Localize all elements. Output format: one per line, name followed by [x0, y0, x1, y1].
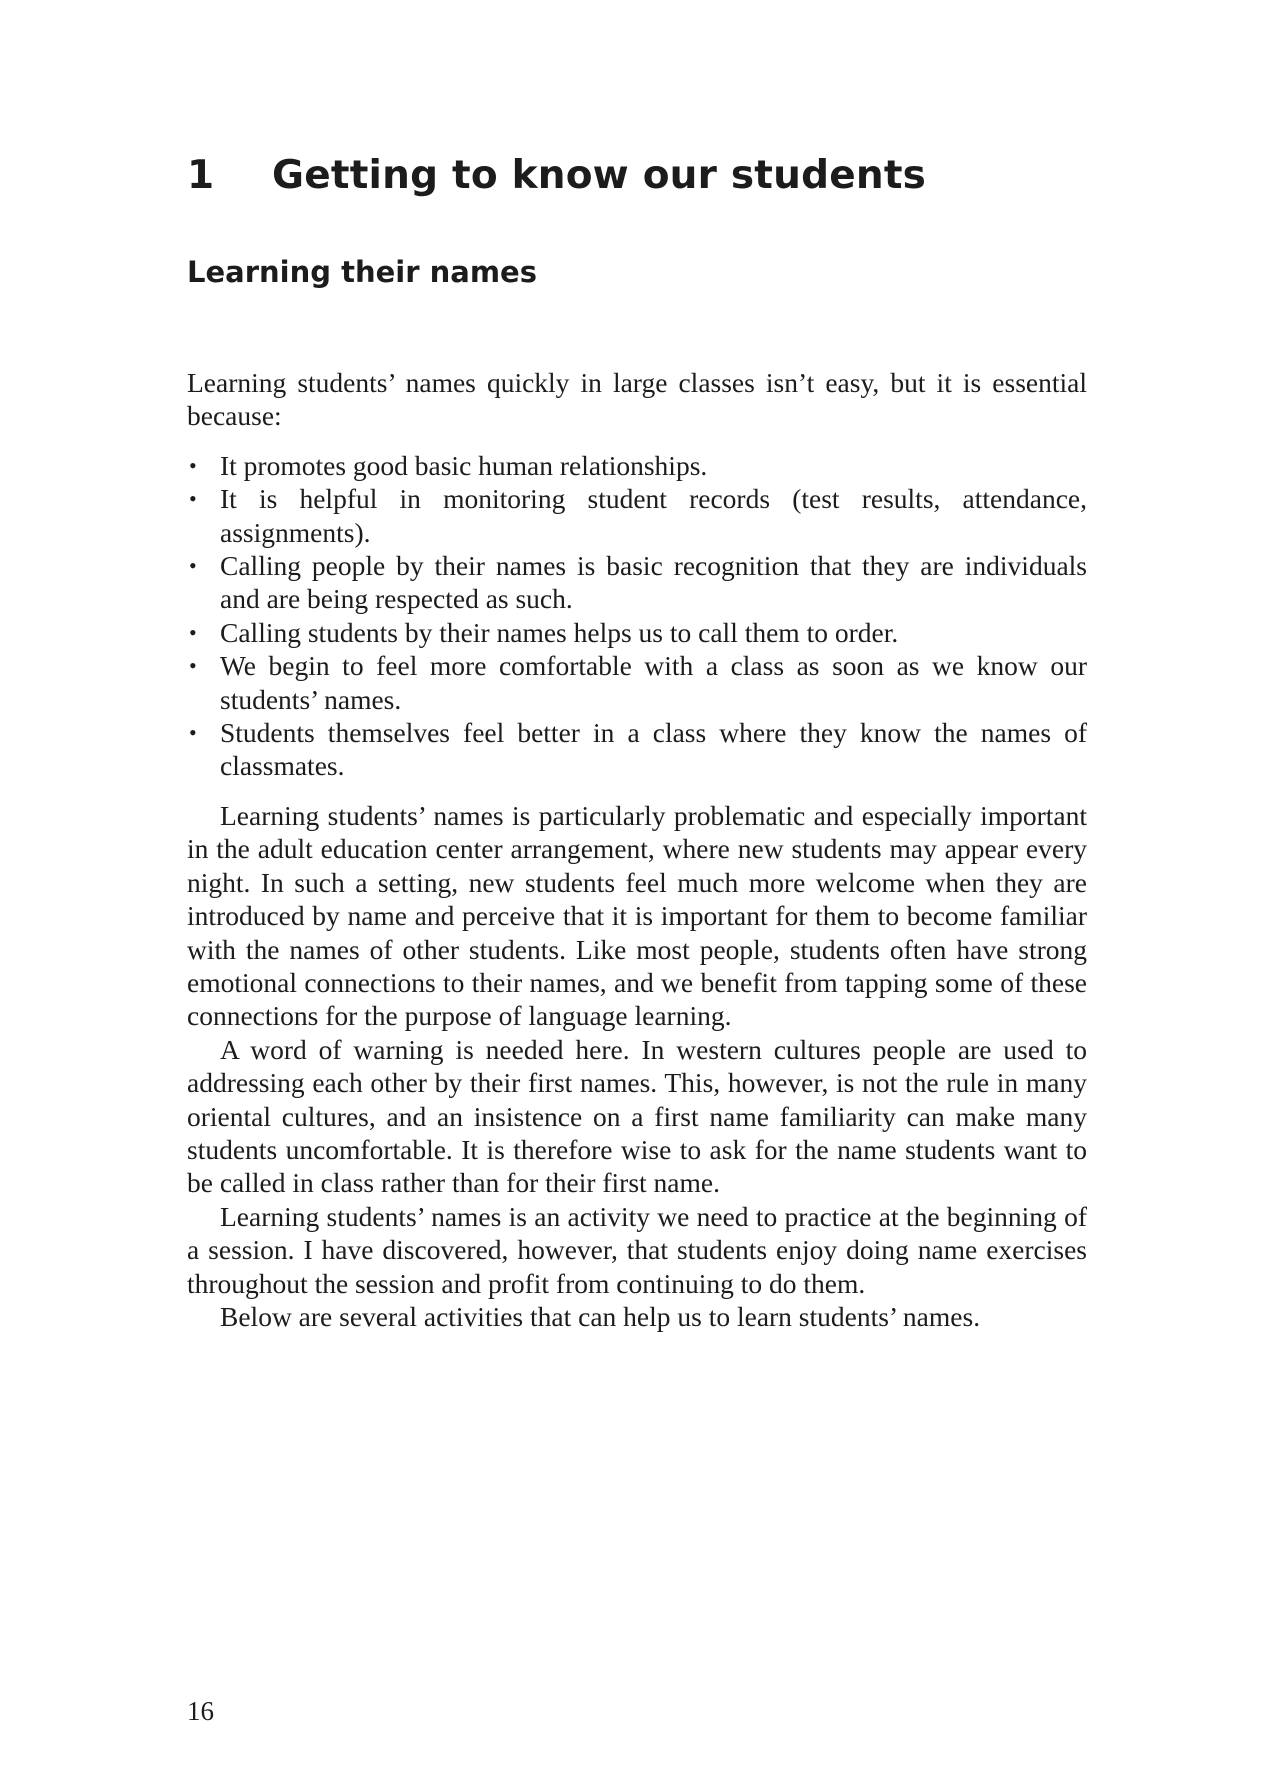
bullet-text: It is helpful in monitoring student records (test results, attendance, assignments).: [220, 483, 1087, 548]
chapter-title: Getting to know our students: [272, 153, 927, 198]
section-heading: Learning their names: [187, 255, 537, 289]
bullet-item: [187, 616, 1087, 649]
bullet-text: Students themselves feel better in a class where they know the names of classmates.: [220, 717, 1087, 782]
bullet-icon: •: [189, 486, 197, 512]
body-paragraph: Learning students’ names is an activity we need to practice at the beginning of a session. I have discovered, however, that students enjoy doing name exercises throughout the session and profit from continuing to do them.: [187, 1200, 1087, 1299]
bullet-text: We begin to feel more comfortable with a class as soon as we know our students’ names.: [220, 650, 1087, 715]
body-paragraph: A word of warning is needed here. In western cultures people are used to addressing each other by their first names. This, however, is not the rule in many oriental cultures, and an insistence on a first name familiarity can make many students uncomfortable. It is therefore wise to ask for the name students want to be called in class rather than for their first name.: [187, 1033, 1087, 1199]
page-number: 16: [187, 1696, 214, 1726]
chapter-number: 1: [187, 153, 215, 198]
bullet-item: [187, 449, 1087, 482]
body-paragraph: Learning students’ names is particularly problematic and especially important in the adult education center arrangement, where new students may appear every night. In such a setting, new students feel much more welcome when they are introduced by name and perceive that it is important for them to become familiar with the names of other students. Like most people, students often have strong emotional connections to their names, and we benefit from tapping some of these connections for the purpose of language learning.: [187, 799, 1087, 1032]
bullet-text: Calling people by their names is basic recognition that they are individuals and are being respected as such.: [220, 550, 1087, 615]
bullet-icon: •: [189, 619, 197, 645]
bullet-item: [187, 716, 1087, 783]
body-paragraph: Below are several activities that can help us to learn students’ names.: [220, 1300, 981, 1332]
bullet-icon: •: [189, 553, 197, 579]
chapter-heading: [187, 150, 926, 202]
bullet-item: [187, 549, 1087, 616]
bullet-text: Calling students by their names helps us to call them to order.: [220, 616, 899, 648]
bullet-item: [187, 482, 1087, 549]
intro-paragraph: Learning students’ names quickly in large classes isn’t easy, but it is essential because:: [187, 367, 1087, 432]
bullet-icon: •: [189, 720, 197, 746]
bullet-text: It promotes good basic human relationships.: [220, 449, 708, 481]
bullet-icon: •: [189, 452, 197, 478]
bullet-list: [187, 449, 1087, 783]
bullet-item: [187, 649, 1087, 716]
body-text: [187, 366, 1087, 1333]
bullet-icon: •: [189, 653, 197, 679]
